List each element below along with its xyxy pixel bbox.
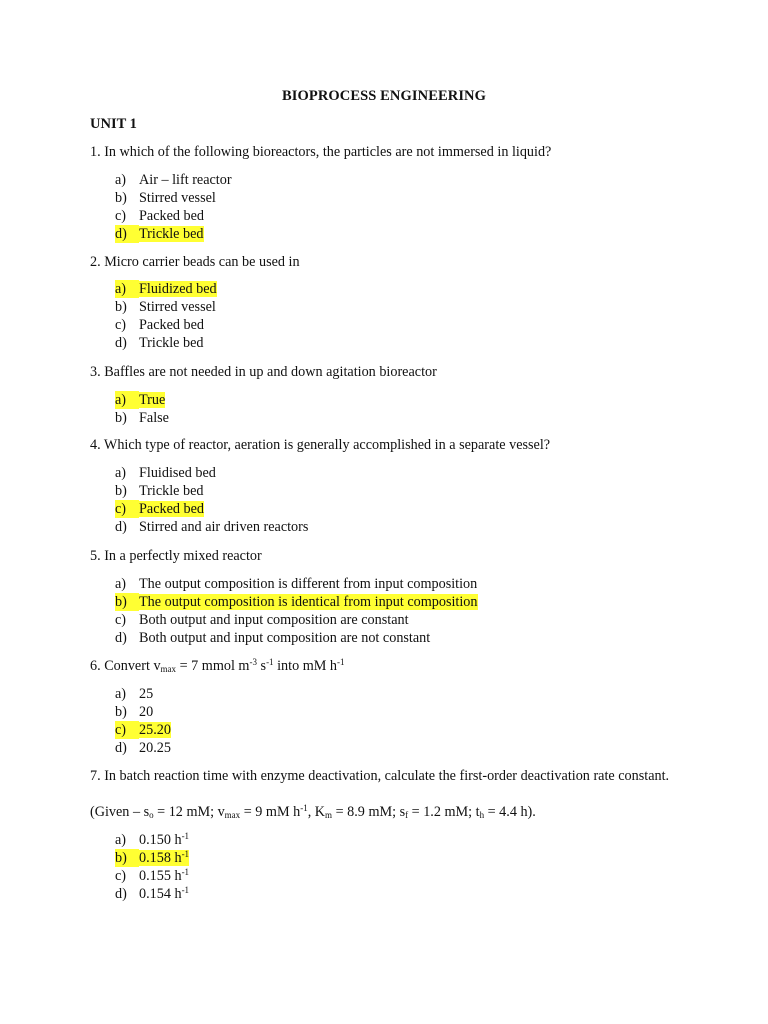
option-text: Packed bed bbox=[139, 501, 205, 517]
q6-part: s bbox=[256, 658, 267, 674]
option-text: False bbox=[139, 410, 169, 426]
q7-sub: o bbox=[149, 810, 154, 820]
option-5a bbox=[115, 575, 478, 593]
option-text: Packed bed bbox=[139, 317, 205, 333]
q7-part: = 9 mM h bbox=[240, 804, 301, 820]
option-sup: -1 bbox=[181, 831, 190, 841]
option-3b bbox=[115, 409, 169, 427]
option-label: c) bbox=[115, 721, 139, 739]
question-1: 1. In which of the following bioreactors, the particles are not immersed in liquid? bbox=[90, 144, 552, 160]
option-value: 0.154 h bbox=[139, 886, 182, 902]
option-text bbox=[139, 868, 189, 884]
option-label: b) bbox=[115, 849, 139, 867]
option-text: Stirred vessel bbox=[139, 299, 216, 315]
q6-sup: -3 bbox=[249, 657, 257, 667]
option-text: 20 bbox=[139, 704, 154, 720]
q6-part: into mM h bbox=[273, 658, 338, 674]
option-7b-answer bbox=[115, 849, 189, 867]
question-7-given bbox=[90, 803, 710, 821]
q6-part: 6. Convert v bbox=[90, 658, 161, 674]
option-text: Both output and input composition are not constant bbox=[139, 630, 431, 646]
option-text: Trickle bed bbox=[139, 483, 204, 499]
option-5c bbox=[115, 611, 478, 629]
q7-sub: m bbox=[325, 810, 333, 820]
option-text: The output composition is different from input composition bbox=[139, 576, 478, 592]
q6-sub-max: max bbox=[160, 664, 177, 674]
option-text bbox=[139, 850, 189, 866]
question-5-options bbox=[115, 575, 478, 647]
question-4: 4. Which type of reactor, aeration is generally accomplished in a separate vessel? bbox=[90, 437, 551, 453]
option-text: True bbox=[139, 392, 166, 408]
option-6a bbox=[115, 685, 171, 703]
q7-sub: f bbox=[405, 810, 409, 820]
option-label: b) bbox=[115, 299, 127, 315]
option-text: Both output and input composition are constant bbox=[139, 612, 409, 628]
option-text: Trickle bed bbox=[139, 226, 204, 242]
option-6c-answer bbox=[115, 721, 171, 739]
q6-sup: -1 bbox=[266, 657, 274, 667]
option-2a-answer bbox=[115, 280, 217, 298]
option-label: c) bbox=[115, 500, 139, 518]
question-5: 5. In a perfectly mixed reactor bbox=[90, 548, 262, 564]
option-3a-answer bbox=[115, 391, 169, 409]
question-7-options bbox=[115, 831, 189, 903]
option-7a bbox=[115, 831, 189, 849]
option-label: a) bbox=[115, 576, 127, 592]
q7-part: = 8.9 mM; s bbox=[332, 804, 406, 820]
option-label: c) bbox=[115, 317, 127, 333]
option-text bbox=[139, 832, 189, 848]
question-2-options bbox=[115, 280, 217, 352]
option-label: a) bbox=[115, 686, 127, 702]
option-label: a) bbox=[115, 832, 127, 848]
q7-part: = 12 mM; v bbox=[153, 804, 225, 820]
option-text: Stirred vessel bbox=[139, 190, 216, 206]
q7-part: = 1.2 mM; t bbox=[408, 804, 480, 820]
option-label: a) bbox=[115, 391, 139, 409]
q7-sup: -1 bbox=[300, 803, 308, 813]
option-1d-answer bbox=[115, 225, 232, 243]
option-label: b) bbox=[115, 190, 127, 206]
q7-part: = 4.4 h). bbox=[484, 804, 536, 820]
option-6d bbox=[115, 739, 171, 757]
option-6b bbox=[115, 703, 171, 721]
option-label: c) bbox=[115, 208, 127, 224]
option-5b-answer bbox=[115, 593, 478, 611]
option-2c bbox=[115, 316, 217, 334]
option-label: c) bbox=[115, 868, 127, 884]
option-7c bbox=[115, 867, 189, 885]
question-3-options bbox=[115, 391, 169, 427]
question-3: 3. Baffles are not needed in up and down agitation bioreactor bbox=[90, 364, 437, 380]
option-text: The output composition is identical from input composition bbox=[139, 594, 478, 610]
option-label: c) bbox=[115, 612, 127, 628]
option-value: 0.155 h bbox=[139, 868, 182, 884]
option-text: 25.20 bbox=[139, 722, 171, 738]
option-4c-answer bbox=[115, 500, 308, 518]
q6-part: = 7 mmol m bbox=[176, 658, 250, 674]
q6-sup: -1 bbox=[337, 657, 345, 667]
option-value: 0.150 h bbox=[139, 832, 182, 848]
option-label: a) bbox=[115, 280, 139, 298]
option-7d bbox=[115, 885, 189, 903]
option-sup: -1 bbox=[181, 885, 190, 895]
option-label: d) bbox=[115, 740, 127, 756]
question-6-options bbox=[115, 685, 171, 757]
option-label: d) bbox=[115, 225, 139, 243]
q7-sub: max bbox=[224, 810, 241, 820]
option-4a bbox=[115, 464, 308, 482]
option-label: d) bbox=[115, 519, 127, 535]
option-text: 20.25 bbox=[139, 740, 171, 756]
option-4b bbox=[115, 482, 308, 500]
q7-part: (Given – s bbox=[90, 804, 150, 820]
option-1c bbox=[115, 207, 232, 225]
option-4d bbox=[115, 518, 308, 536]
option-1b bbox=[115, 189, 232, 207]
option-1a bbox=[115, 171, 232, 189]
option-text bbox=[139, 886, 189, 902]
option-label: d) bbox=[115, 886, 127, 902]
option-text: Packed bed bbox=[139, 208, 205, 224]
option-label: d) bbox=[115, 335, 127, 351]
option-label: b) bbox=[115, 593, 139, 611]
question-2: 2. Micro carrier beads can be used in bbox=[90, 254, 300, 270]
option-2b bbox=[115, 298, 217, 316]
option-text: Fluidized bed bbox=[139, 281, 217, 297]
option-label: a) bbox=[115, 465, 127, 481]
unit-heading: UNIT 1 bbox=[90, 116, 137, 132]
q7-sub: h bbox=[479, 810, 485, 820]
document-title: BIOPROCESS ENGINEERING bbox=[281, 88, 487, 104]
option-label: b) bbox=[115, 483, 127, 499]
q7-part: , K bbox=[307, 804, 326, 820]
question-1-options bbox=[115, 171, 232, 243]
option-2d bbox=[115, 334, 217, 352]
option-label: b) bbox=[115, 410, 127, 426]
option-text: Fluidised bed bbox=[139, 465, 216, 481]
option-5d bbox=[115, 629, 478, 647]
question-6 bbox=[90, 657, 710, 675]
option-label: b) bbox=[115, 704, 127, 720]
option-text: 25 bbox=[139, 686, 154, 702]
option-sup: -1 bbox=[181, 849, 190, 859]
option-text: Stirred and air driven reactors bbox=[139, 519, 309, 535]
option-value: 0.158 h bbox=[139, 850, 182, 866]
option-text: Air – lift reactor bbox=[139, 172, 232, 188]
option-text: Trickle bed bbox=[139, 335, 204, 351]
option-label: a) bbox=[115, 172, 127, 188]
question-4-options bbox=[115, 464, 308, 536]
option-sup: -1 bbox=[181, 867, 190, 877]
option-label: d) bbox=[115, 630, 127, 646]
question-7: 7. In batch reaction time with enzyme deactivation, calculate the first-order deactivation rate constant. bbox=[90, 768, 670, 784]
